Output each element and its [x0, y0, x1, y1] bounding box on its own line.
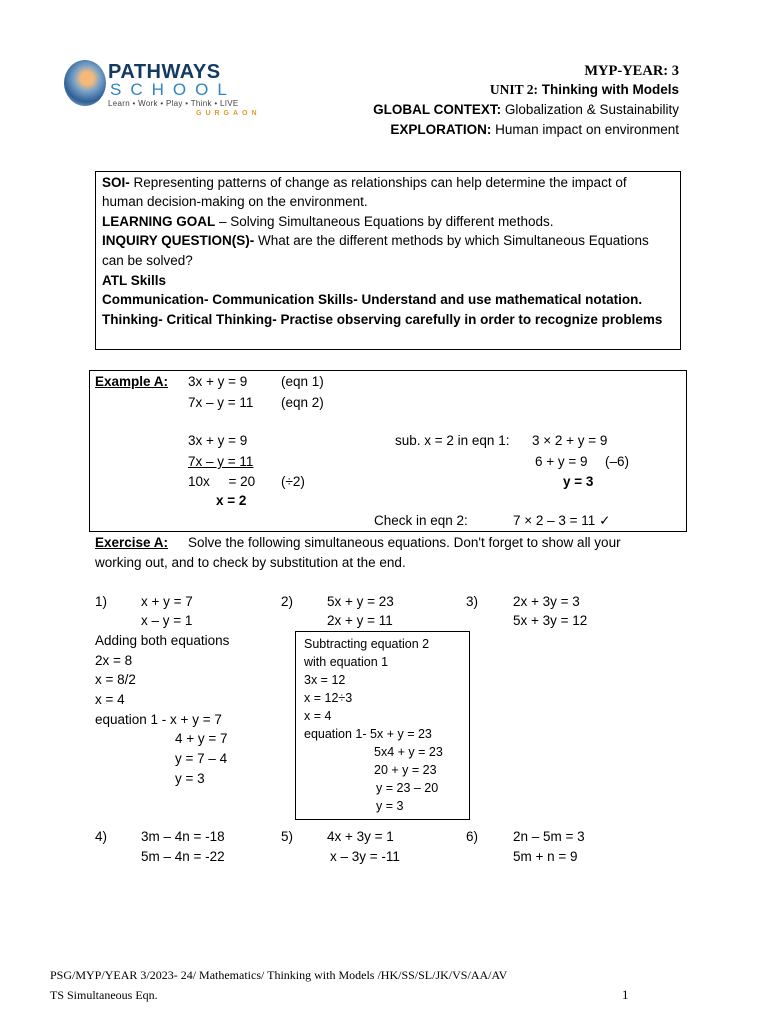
problem-number: 2) — [281, 594, 294, 609]
unit-title: Thinking with Models — [541, 82, 679, 97]
solution-2-line: y = 23 – 20 — [376, 781, 439, 795]
sub-y: y = 3 — [563, 474, 594, 489]
solution-2-line: x = 12÷3 — [304, 691, 353, 705]
soi-line-1 — [102, 175, 627, 191]
logo-subtitle: SCHOOL — [110, 80, 236, 99]
global-context-label: GLOBAL CONTEXT: — [373, 102, 502, 117]
unit-label: UNIT 2: — [489, 82, 538, 97]
solution-2-line: with equation 1 — [304, 655, 389, 669]
example-eq2: 7x – y = 11 — [188, 395, 254, 410]
logo-city: GURGAON — [196, 110, 261, 117]
solution-1-line: x = 4 — [95, 692, 125, 707]
problem-eq1: 5x + y = 23 — [327, 594, 394, 609]
unit-line — [490, 82, 679, 98]
problem-eq1: 2n – 5m = 3 — [513, 829, 585, 844]
solution-1-line: 4 + y = 7 — [175, 731, 228, 746]
solution-1-line: x = 8/2 — [95, 672, 136, 687]
example-a-label: Example A: — [95, 374, 169, 389]
footer-line-1: PSG/MYP/YEAR 3/2023- 24/ Mathematics/ Thinking with Models /HK/SS/SL/JK/VS/AA/AV — [50, 968, 508, 982]
solution-2-line: equation 1- 5x + y = 23 — [304, 727, 432, 741]
problem-number: 4) — [95, 829, 108, 844]
problem-eq1: 2x + 3y = 3 — [513, 594, 580, 609]
problem-number: 3) — [466, 594, 479, 609]
sub-line-2: 6 + y = 9 — [535, 454, 588, 469]
solution-2-line: 20 + y = 23 — [374, 763, 437, 777]
learning-goal-label: LEARNING GOAL — [102, 214, 216, 229]
global-context-line — [373, 102, 679, 118]
solution-1-line: y = 7 – 4 — [175, 751, 228, 766]
solution-1-line: 2x = 8 — [95, 653, 133, 668]
solution-2-line: Subtracting equation 2 — [304, 637, 430, 651]
solution-1-line: y = 3 — [175, 771, 205, 786]
exploration-label: EXPLORATION: — [390, 122, 492, 137]
problem-eq1: 3m – 4n = -18 — [141, 829, 225, 844]
inquiry-text-1: What are the different methods by which Simultaneous Equations — [258, 233, 649, 248]
sub-line-1: 3 × 2 + y = 9 — [532, 433, 608, 448]
work-sum-op: (÷2) — [281, 474, 305, 489]
inquiry-label: INQUIRY QUESTION(S)- — [102, 233, 255, 248]
exercise-instruction-2: working out, and to check by substitution at the end. — [95, 555, 406, 570]
problem-number: 6) — [466, 829, 479, 844]
problem-eq2: x – 3y = -11 — [330, 849, 400, 864]
problem-eq2: 5x + 3y = 12 — [513, 613, 588, 628]
soi-text-2: human decision-making on the environment. — [102, 194, 368, 209]
problem-eq2: 2x + y = 11 — [327, 613, 393, 628]
check-label: Check in eqn 2: — [374, 513, 468, 528]
exercise-instruction-1: Solve the following simultaneous equations. Don't forget to show all your — [188, 535, 621, 550]
learning-goal — [102, 214, 553, 230]
exercise-a-label: Exercise A: — [95, 535, 169, 550]
logo-tagline: Learn • Work • Play • Think • LIVE — [108, 99, 239, 108]
problem-number: 1) — [95, 594, 108, 609]
example-eq1: 3x + y = 9 — [188, 374, 248, 389]
page-number: 1 — [622, 987, 629, 1002]
example-a-box — [89, 370, 687, 532]
inquiry-text-2: can be solved? — [102, 253, 193, 268]
footer-line-2: TS Simultaneous Eqn. — [50, 988, 158, 1002]
myp-year: MYP-YEAR: 3 — [584, 63, 679, 79]
logo-emblem-icon — [64, 60, 106, 106]
solution-2-line: y = 3 — [376, 799, 404, 813]
sub-label: sub. x = 2 in eqn 1: — [395, 433, 510, 448]
work-sum: 10x = 20 — [188, 474, 256, 489]
global-context-value: Globalization & Sustainability — [504, 102, 679, 117]
work-eq1: 3x + y = 9 — [188, 433, 248, 448]
problem-eq1: 4x + 3y = 1 — [327, 829, 394, 844]
solution-1-line: Adding both equations — [95, 633, 230, 648]
problem-number: 5) — [281, 829, 294, 844]
logo-title: PATHWAYS — [108, 61, 221, 83]
solution-2-line: x = 4 — [304, 709, 332, 723]
solution-1-line: equation 1 - x + y = 7 — [95, 712, 222, 727]
exploration-line — [390, 122, 679, 138]
problem-eq2: 5m + n = 9 — [513, 849, 578, 864]
solution-2-line: 5x4 + y = 23 — [374, 745, 443, 759]
atl-label: ATL Skills — [102, 273, 167, 288]
learning-goal-text: – Solving Simultaneous Equations by different methods. — [219, 214, 554, 229]
example-eq1-tag: (eqn 1) — [281, 374, 324, 389]
soi-label: SOI- — [102, 175, 130, 190]
check-value: 7 × 2 – 3 = 11 ✓ — [513, 513, 611, 528]
exploration-value: Human impact on environment — [495, 122, 679, 137]
work-x: x = 2 — [216, 493, 247, 508]
solution-2-line: 3x = 12 — [304, 673, 346, 687]
inquiry-line-1 — [102, 233, 649, 249]
problem-eq1: x + y = 7 — [141, 594, 193, 609]
atl-communication: Communication- Communication Skills- Understand and use mathematical notation. — [102, 292, 643, 307]
sub-line-2-op: (–6) — [605, 454, 630, 469]
soi-text-1: Representing patterns of change as relationships can help determine the impact of — [133, 175, 627, 190]
problem-eq2: x – y = 1 — [141, 613, 193, 628]
atl-thinking: Thinking- Critical Thinking- Practise observing carefully in order to recognize problems — [102, 312, 663, 327]
example-eq2-tag: (eqn 2) — [281, 395, 324, 410]
work-eq2: 7x – y = 11 — [188, 454, 254, 469]
problem-eq2: 5m – 4n = -22 — [141, 849, 225, 864]
